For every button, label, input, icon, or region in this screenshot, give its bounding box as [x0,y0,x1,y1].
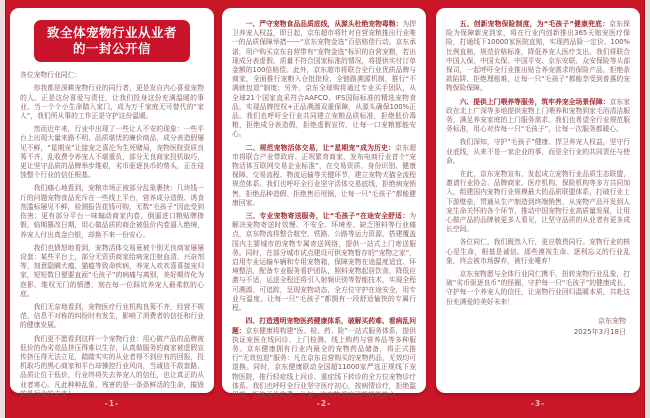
page-number-3: -3- [530,399,546,408]
letter-section-6 [446,98,630,135]
section-3-heading: 三、专业宠物寄送服务，让“毛孩子”在途安全舒适： [245,212,410,221]
section-3-text: 为解决宠物寄送时效慢、不安全、环境差、缺乏照料等行业痛点，京东物流将整合航空、铁路、公路等运力资源，搭建覆盖国内主要城市的宠物专属寄送网络，提供一站式上门寄送服务。同时，在部分城市试点建设可供宠物暂存的“宠物之家”，启用专业运输车辆和专用宠物箱，保障宠物在途温度适宜、环境整洁，配备专业服务看护团队，照料宠物起居饮食，降低应激与不适，运送全程还将引入射频识别等智能技术，实现全程可溯源、可追踪，呈现宠物动态，全方位守护在途安全，用专业与温度，让每一只“毛孩子”都拥有一段舒适愉快的专属行程。 [232,212,416,313]
section-1-heading: 一、严守宠物食品品质底线，从源头杜绝宠物毒粮： [245,20,403,28]
section-2-text: 京东超市将联合产业带政府、正规繁育商家，发布电商行业首个“宠物活体互联网交易企业标准”，在交易资质、身份识别、健康保障、交易流程、物流运输等关键环节，建立宠物犬猫全流程规范体系。我们也呼吁全行业坚守活体交易底线，拒绝病宠销售，拒绝品种造假、拒绝售后甩锅，让每一只“毛孩子”都能健康回家。 [232,143,417,207]
section-6-text: 京东家政在北上广深等多地提供宠物上门喂养和宠物到家毛浴清洁服务，满足养宠家庭的上门服务需求。我们也希望全行业规范服务标准，用心对待每一只“毛孩子”，让每一次服务都暖心。 [446,97,631,134]
letter-section-1 [232,20,416,140]
letter-closing-paragraph: 各位同仁，我们既然入行，更应敬畏同行。宠物行业的核心是生命，根基是诚信。那些漠视生命、逐利忘义的行业乱象，终会被市场摒弃，被行业唾弃！ [446,238,630,265]
section-4-text: 京东健康将构建“医、检、药、险”一站式服务体系，提供执证宠医在线问诊、上门检测、线上购药与营养品等多种服务。京东健康拥有行业内最全的宠物药品储备，将正式推行“无效包退”服务：凡在京东自营购买的宠物药品，无效均可退换。同时，京东健康联动全国超11000家严选正规线下宠物医院，推行轻症线上问诊、重症线下转诊的全方位宠物诊疗体系。我们也呼吁全行业坚守医疗初心，按病情诊疗，拒绝滥用药，拒绝天价收费，让每一次宠物看病买药都能放心。 [232,326,417,399]
section-6-heading: 六、提供上门喂养等服务，筑牢养宠全场景保障： [459,97,610,106]
letter-title-line1: 致全体宠物行业从业者 [46,25,177,40]
signature-block [446,316,630,338]
section-1-text: 为捍卫养宠人权益，即日起，京东超市将针对自营宠粮推出行业唯一的品质保障举措——“京东宠物金选”百倍赔偿行动。京东承诺，用户购买京东自营带有“宠物金选”标识的自营宠粮，若出现成分表虚假、质量不符合国家标准的情况，将提供实付订单金额的100倍赔偿。此外，京东超市将联合全行业优质品牌与商家，全面推行宠粮入仓批批检、全链路溯源机制，推行“不满就包退”制度；另外，京东全球购将通过专业买手团队，从全球21个国家直采符合AAFCO、IFS国际标准的精选宠物食品，实现品牌授权+正品溯源双重保障，从源头确保100%正品。我们也呼吁全行业共同建立宠粮品质标准，拒绝低价毒粮，拒绝成分表造假，拒绝虚假宣传，让每一口宠粮都能安心。 [232,20,417,139]
letter-section-2 [232,144,416,208]
signature-name: 京东宠物 [598,316,626,325]
section-4-heading: 四、打造透明宠物医药健康体系，破解买药难、看病乱问题： [232,317,416,335]
letter-page-2 [222,8,426,399]
letter-closing-paragraph: 在此，京东宠物宣布，发起成立宠物行业品质生态联盟，邀请行业协会、品牌商家、医疗机构、保险机构等多方共同加入，组建国内宠物行业规模最大的品质联盟体系，打破行业上下游壁垒，贯通从生产制造到终端销售、从宠物产品开发到人宠生命关怀的各个环节，推动中国宠物行业高质量发展，让用心做产品的品牌被更多人看见，让坚守品质的从业者有更多成长空间。 [446,170,630,234]
section-5-heading: 五、创新宠物保险制度，为“毛孩子”健康兜底： [459,20,610,28]
letter-closing-paragraph: 京东宠物愿与全体行业同仁携手，扭转宠物行业乱象，打破“劣币驱逐良币”的怪圈，守护每一只“毛孩子”的健康成长，守护每一个养宠人的信任，让宠物行业回归温暖本质，共赴这份充满爱的美好未来！ [446,270,631,306]
letter-paragraph: 我们无奈地看到，宠物医疗行业机构良莠不齐，经营不规范、信息不对称的纠纷时有发生，影响了消费者的信任和行业的健康发展。 [20,302,204,330]
letter-closing-paragraph: 我们深知，守护“毛孩子”健康、捍卫养宠人权益，坚守行业底线，从来不是一家企业的事，而是全行业的共同责任与使命。 [446,138,630,165]
letter-page-3 [436,8,640,393]
letter-paragraph: 你我都是深耕宠物行业的同行者，更是发自内心喜爱宠物的人。正是这份喜爱与责任，让我们投身这份充满温暖的事业。当一个个小生命踏入家门，成为万千家庭无可替代的“家人”，我们所从事的工作正是守护这份温暖。 [20,84,204,121]
section-5-text: 京东保险为保障新宠到家，将在行业内创新推出365天赔宠医疗保险，打通线下10000家医院直赔，实现药品险一定价、100%比例直赔，规范价格标准，降低养宠人医疗支出。我们将联合中国人保、中国太保、中国平安、京东安联、众安保险等头部保司，一起呼吁全行业推出贴合养宠需求的保险产品，拒绝条款陷阱、拒绝理赔难，让每一只“毛孩子”都能享受到普惠的宠物保险保障。 [446,20,631,93]
letter-section-4 [232,317,416,400]
letter-greeting: 各位宠物行业同仁： [20,71,82,80]
letter-title-line2: 的一封公开信 [72,40,151,56]
right-page-edge [644,0,650,418]
section-2-heading: 二、规范宠物活体交易，让“星期宠”成为历史： [245,143,396,152]
left-page-edge [0,0,6,418]
letter-paragraph: 我们痛心地看到，宠粮市场正被部分乱象裹挟：几块钱一斤的问题宠物食品充斥在一些线上平台，营养成分造假、诱食剂滥标屡见不鲜，检测报告花钱可购，无数“毛孩子”因此受到伤害；更有部分平台一味煽动商家内卷，倒逼进口粮贴牌掺假、临期篡改日期，用心做品质的商企被低价内卷逼入绝境，养宠人付出真金白银，却换不来一份安心。 [20,184,204,239]
letter-paragraph: 我们也愤怒地看到，宠物活体交易竟被个别无良商家屡屡设套：某些平台上，部分无资质商家给病宠注射血清、兴奋剂等，刻意隐瞒犬瘟、猫瘟等致命疾病，养宠人欢欢喜喜接宠归家，短短数日便要直面“毛孩子”的病痛与离别，美好期待化为泡影，维权无门的愤懑，刻在每一位踩坑养宠人最柔软的心底。 [20,243,204,298]
letter-paragraph: 然而近年来，行业中出现了一些让人不安的现象：一些平台上出现大量来路不明、品质堪忧的廉价商品，成分表造假屡见不鲜，“星期宠”让接宠之喜沦为生死赌局，宠物医院资质良莠不齐，乱收费令养宠人不堪重负，部分无良商家投机取巧，更让坚守品质的品牌举步维艰，劣币驱逐良币的势头，正在侵蚀整个行业的信任根基。 [20,125,204,180]
letter-page-1 [10,8,214,398]
page-number-2: -2- [316,399,332,408]
letter-paragraph: 我们更不愿看到这样一个宠物行业：用心做产品的品牌被低价的伪劣竞品挤压得难以生存，认真做服务的商家被虚假宣传挤压得无法立足，踏踏实实的从业者得不到应有的回报，投机取巧的黑心商家和平台却操控行业风向，当诚信不敌套路、品质让位于低价，行业终将失去养宠人的信任，也让真正的从业者寒心。凡此种种乱象，残害的是一条条鲜活的生命，摧毁的是行业的未来！ [20,334,204,398]
page-number-1: -1- [104,399,120,408]
letter-section-5 [446,20,630,94]
letter-title [34,20,190,62]
signature-date: 2025年3月18日 [573,327,626,336]
letter-section-3 [232,212,416,313]
